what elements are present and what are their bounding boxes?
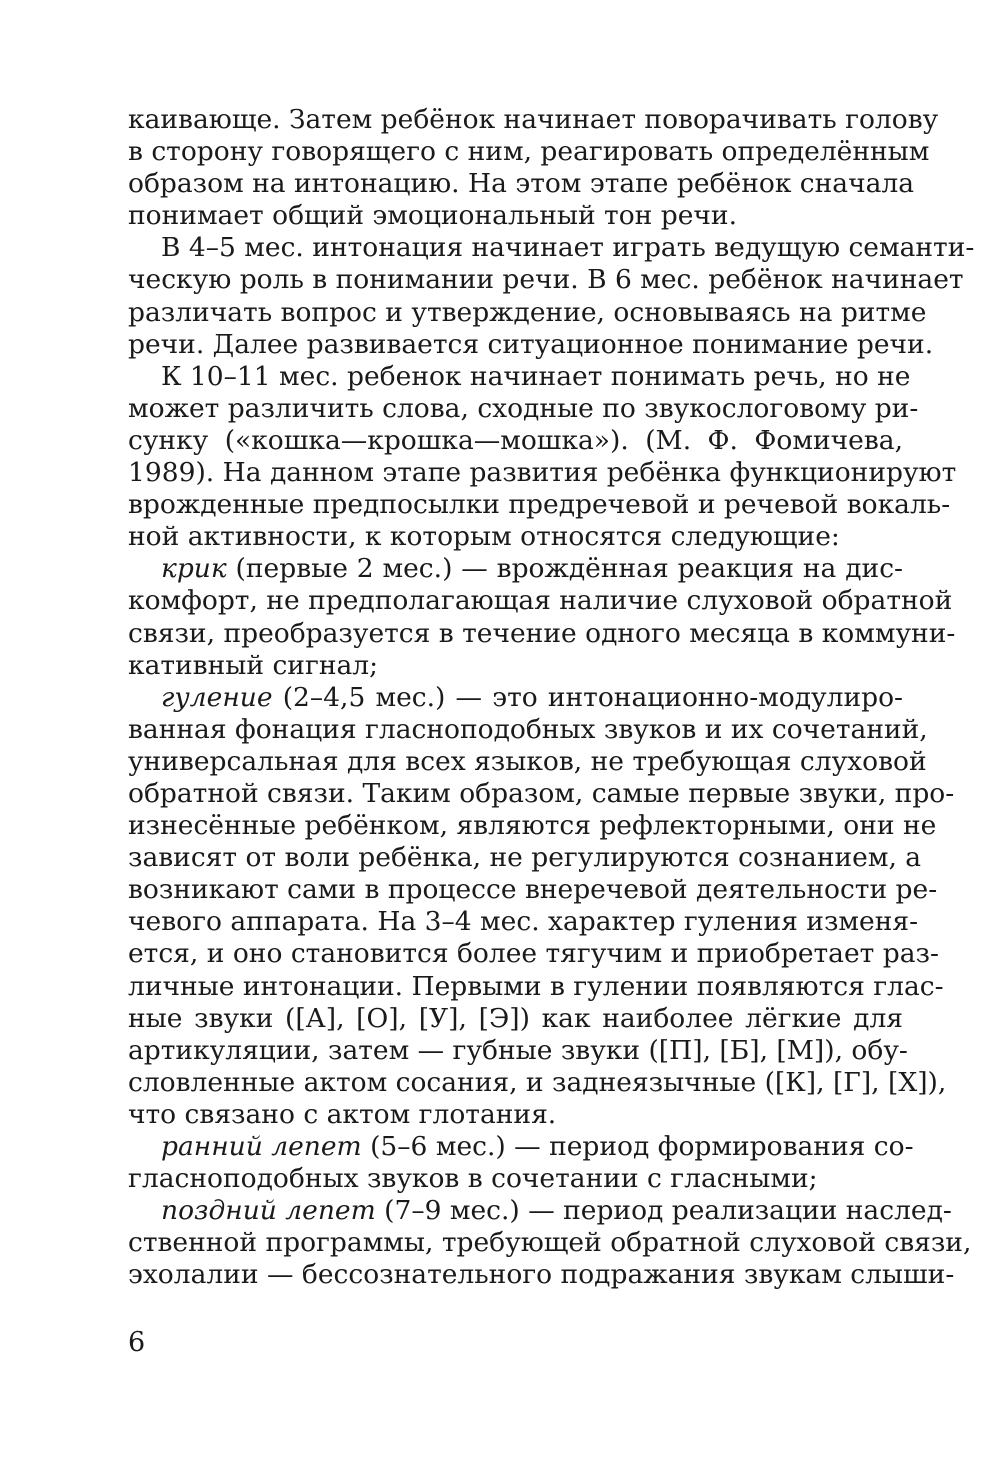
text-line: что связано с актом глотания.: [128, 1098, 557, 1130]
page-body: [128, 104, 975, 1291]
term-italic: ранний лепет: [161, 1131, 362, 1162]
text-line: [128, 1195, 952, 1227]
text-line: ные звуки ([А], [О], [У], [Э]) как наиболее лёгкие для: [128, 1002, 903, 1034]
term-italic: поздний лепет: [161, 1195, 376, 1227]
paragraph-term-definition: [128, 553, 956, 681]
text-line: образом на интонацию. На этом этапе ребёнок сначала: [128, 168, 915, 200]
text-line: зависят от воли ребёнка, не регулируются сознанием, а: [128, 842, 922, 874]
text-line: словленные актом сосания, и заднеязычные ([К], [Г], [Х]),: [128, 1066, 947, 1098]
text-line: связи, преобразуется в течение одного месяца в коммуни-: [128, 617, 956, 649]
term-definition-text: (5–6 мес.) — период формирования со-: [361, 1131, 914, 1162]
text-line: каивающе. Затем ребёнок начинает поворачивать голову: [128, 104, 939, 135]
text-line: личные интонации. Первыми в гулении появляются глас-: [128, 970, 944, 1002]
text-line: гласноподобных звуков в сочетании с гласными;: [128, 1163, 818, 1195]
term-italic: крик: [161, 553, 227, 585]
text-line: обратной связи. Таким образом, самые первые звуки, про-: [128, 777, 955, 809]
term-definition-text: (первые 2 мес.) — врождённая реакция на дис-: [226, 553, 903, 585]
text-line: 1989). На данном этапе развития ребёнка функционируют: [128, 457, 957, 489]
paragraph: [128, 360, 957, 554]
text-line: [128, 1131, 914, 1163]
paragraph-term-definition: [128, 681, 955, 1131]
text-line: может различить слова, сходные по звукослоговому ри-: [128, 392, 919, 424]
text-line: ной активности, к которым относятся следующие:: [128, 521, 840, 553]
text-line: различать вопрос и утверждение, основываясь на ритме: [128, 296, 927, 328]
text-line: эхолалии — бессознательного подражания звукам слыши-: [128, 1259, 955, 1291]
text-line: понимает общий эмоциональный тон речи.: [128, 200, 737, 232]
text-line: [128, 553, 903, 585]
paragraph-term-definition: [128, 1131, 914, 1195]
text-line: комфорт, не предполагающая наличие слуховой обратной: [128, 585, 953, 617]
term-italic: гуление: [161, 681, 273, 713]
term-definition-text: (2–4,5 мес.) — это интонационно-модулиро-: [272, 681, 903, 713]
text-line: ственной программы, требующей обратной слуховой связи,: [128, 1227, 972, 1259]
page-number: 6: [128, 1327, 146, 1358]
text-line: врожденные предпосылки предречевой и речевой вокаль-: [128, 489, 951, 521]
text-line: К 10–11 мес. ребенок начинает понимать речь, но не: [161, 360, 911, 392]
text-line: сунку («кошка—крошка—мошка»). (М. Ф. Фомичева,: [128, 424, 903, 456]
text-line: возникают сами в процессе внеречевой деятельности ре-: [128, 874, 938, 906]
text-line: ется, и оно становится более тягучим и приобретает раз-: [128, 938, 939, 970]
term-definition-text: (7–9 мес.) — период реализации наслед-: [375, 1195, 952, 1227]
text-line: в сторону говорящего с ним, реагировать определённым: [128, 136, 930, 168]
text-line: чевого аппарата. На 3–4 мес. характер гуления изменя-: [128, 906, 919, 938]
text-line: речи. Далее развивается ситуационное понимание речи.: [128, 328, 934, 360]
text-line: ческую роль в понимании речи. В 6 мес. ребёнок начинает: [128, 264, 964, 296]
text-line: кативный сигнал;: [128, 649, 379, 681]
text-line: ванная фонация гласноподобных звуков и их сочетаний,: [128, 713, 928, 745]
text-line: [128, 682, 903, 714]
text-line: изнесённые ребёнком, являются рефлекторными, они не: [128, 810, 937, 842]
paragraph: [128, 104, 939, 232]
paragraph-term-definition: [128, 1195, 972, 1291]
paragraph: [128, 232, 975, 360]
text-line: универсальная для всех языков, не требующая слуховой: [128, 745, 927, 777]
text-line: артикуляции, затем — губные звуки ([П], [Б], [М]), обу-: [128, 1034, 908, 1066]
text-line: В 4–5 мес. интонация начинает играть ведущую семанти-: [161, 232, 975, 264]
